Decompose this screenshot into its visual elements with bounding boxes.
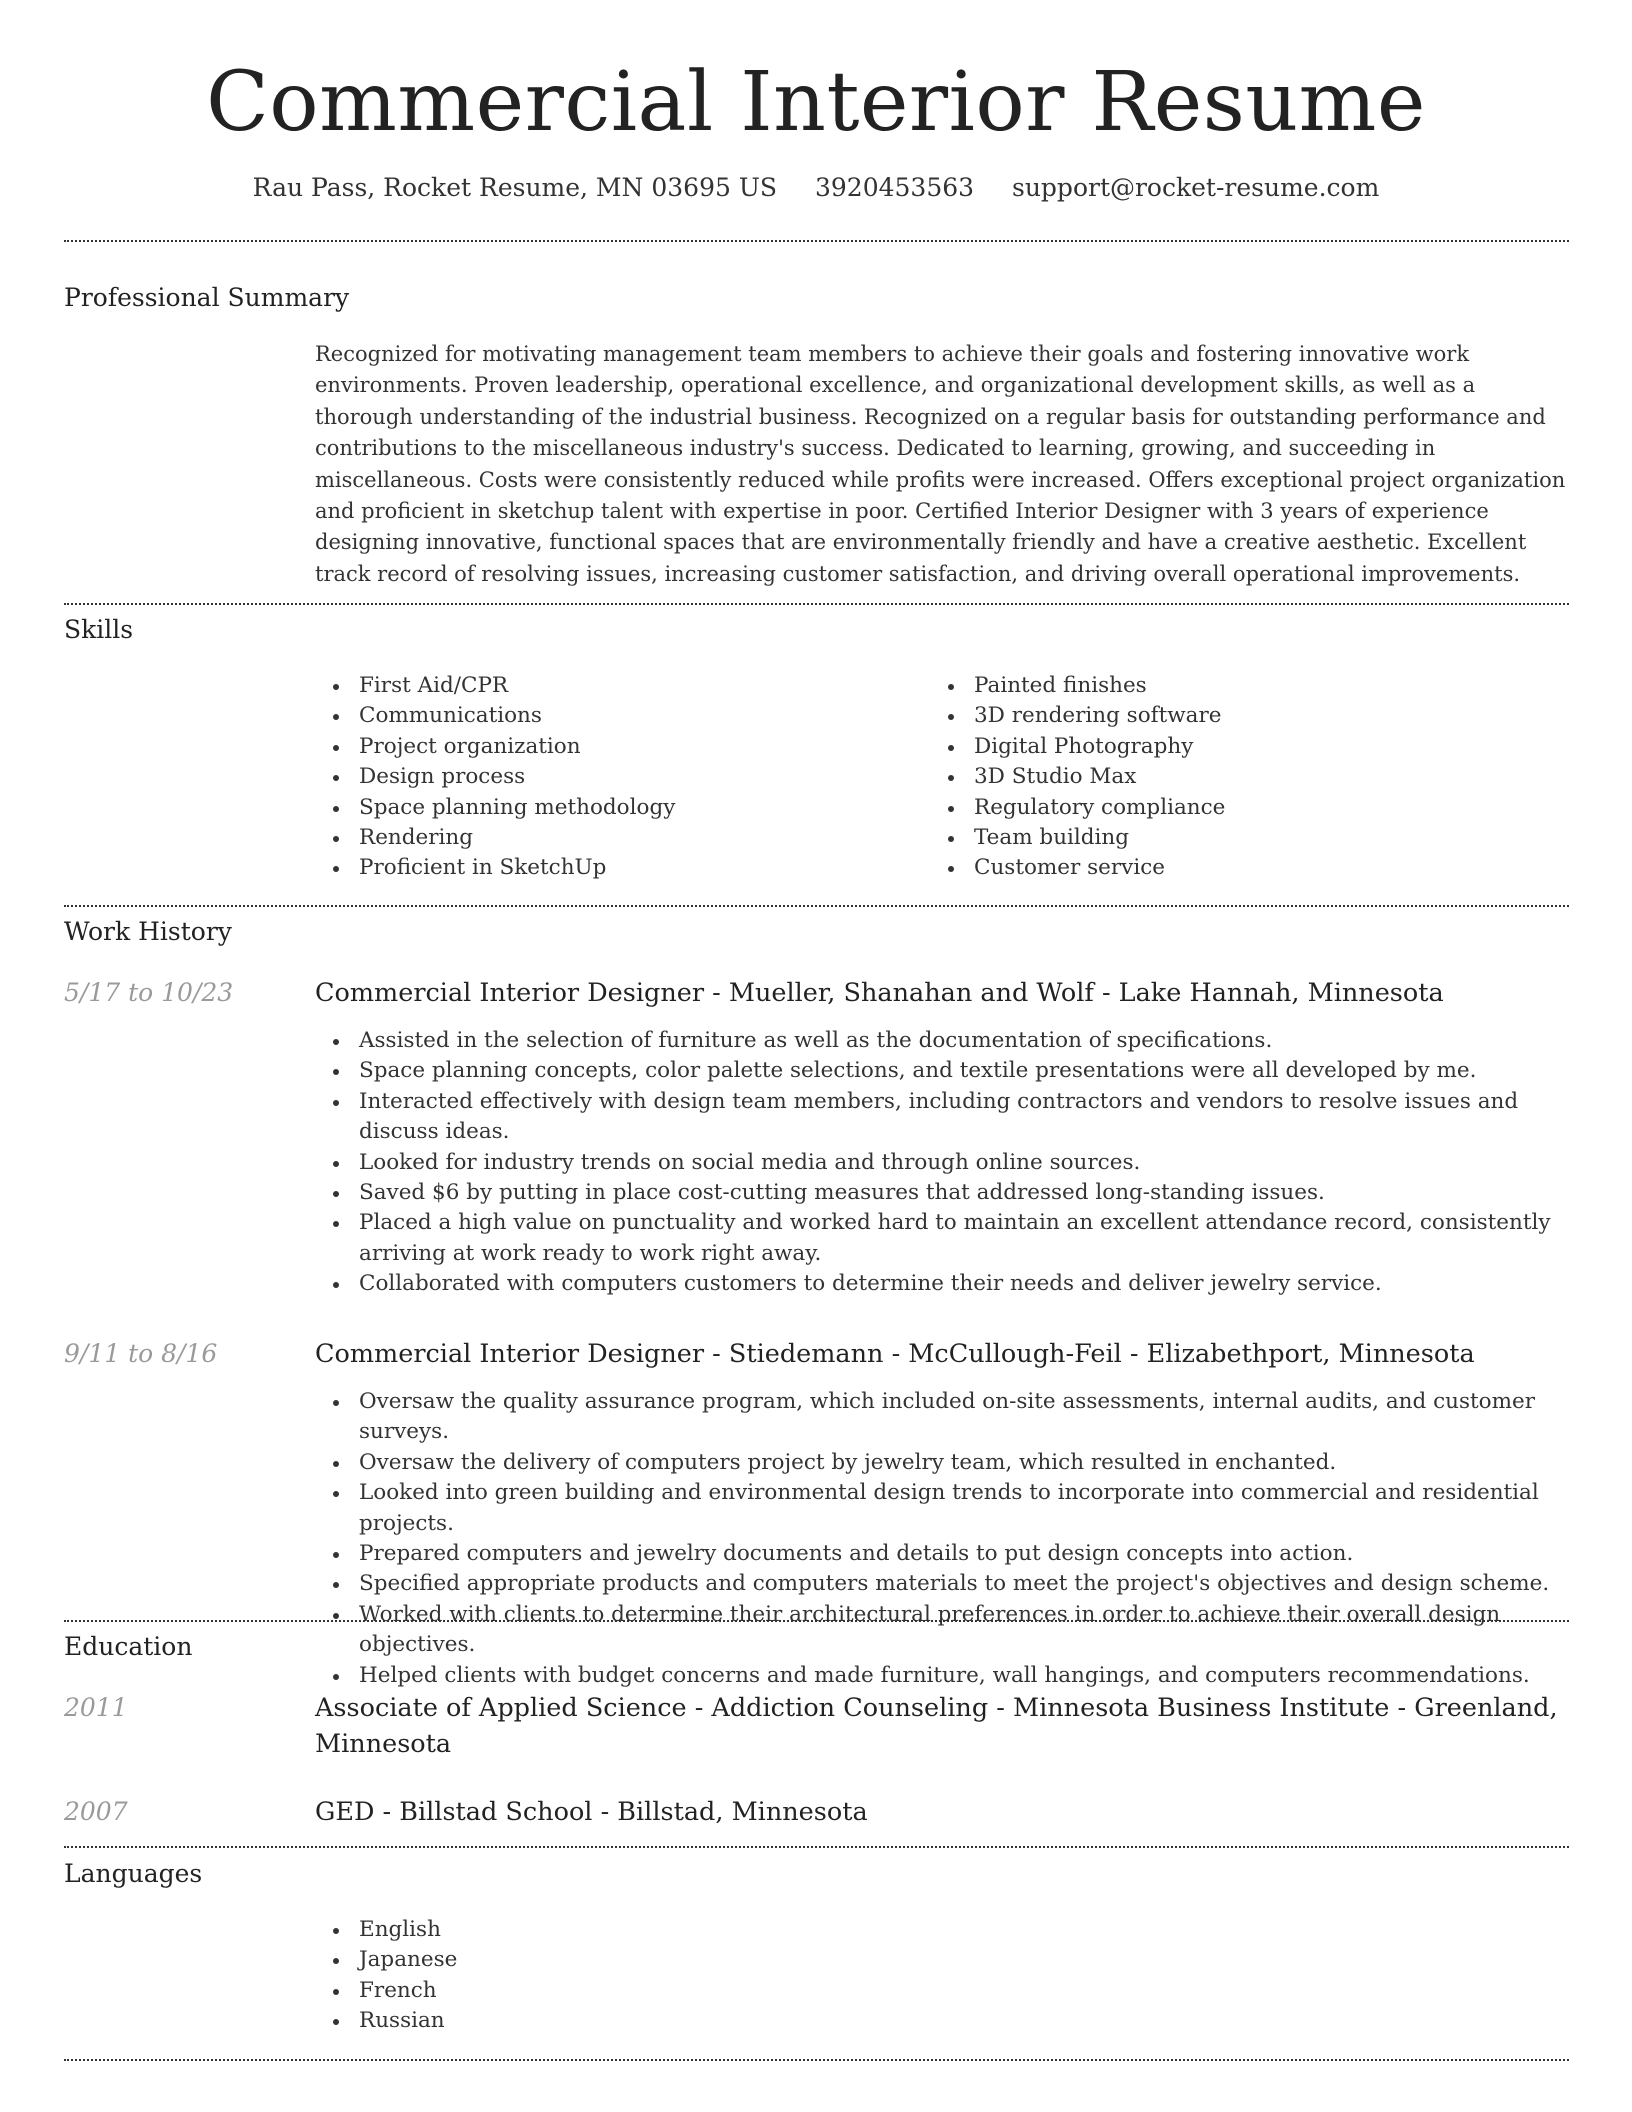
skills-list-left	[315, 671, 915, 884]
education-title: GED - Billstad School - Billstad, Minnesota	[315, 1797, 868, 1827]
job-title: Commercial Interior Designer - Stiedemann - McCullough-Feil - Elizabethport, Minnesota	[315, 1339, 1475, 1369]
contact-email: support@rocket-resume.com	[1012, 173, 1380, 202]
summary-heading: Professional Summary	[64, 283, 350, 312]
job-bullets	[315, 1026, 1569, 1300]
contact-line	[0, 170, 1632, 206]
job-bullet: Oversaw the delivery of computers project by jewelry team, which resulted in enchanted.	[315, 1448, 1569, 1478]
languages-list	[315, 1915, 915, 2037]
job-bullet: Assisted in the selection of furniture as well as the documentation of specifications.	[315, 1026, 1569, 1056]
job-title: Commercial Interior Designer - Mueller, Shanahan and Wolf - Lake Hannah, Minnesota	[315, 978, 1444, 1008]
section-divider	[64, 1620, 1569, 1622]
section-divider	[64, 240, 1569, 242]
job-bullet: Collaborated with computers customers to determine their needs and deliver jewelry service.	[315, 1269, 1569, 1299]
section-divider	[64, 1846, 1569, 1848]
job-bullet: Placed a high value on punctuality and worked hard to maintain an excellent attendance record, consistently arriving at work ready to work right away.	[315, 1208, 1569, 1269]
job-bullet: Interacted effectively with design team members, including contractors and vendors to resolve issues and discuss ideas.	[315, 1087, 1569, 1148]
skill-item: Painted finishes	[930, 671, 1530, 701]
job-dates: 5/17 to 10/23	[64, 978, 234, 1007]
section-divider	[64, 905, 1569, 907]
job-bullet: Prepared computers and jewelry documents and details to put design concepts into action.	[315, 1539, 1569, 1569]
job-bullet: Oversaw the quality assurance program, which included on-site assessments, internal audits, and customer surveys.	[315, 1387, 1569, 1448]
resume-title: Commercial Interior Resume	[206, 55, 1426, 150]
skill-item: Team building	[930, 823, 1530, 853]
skill-item: 3D rendering software	[930, 701, 1530, 731]
language-item: Japanese	[315, 1945, 915, 1975]
job-bullet: Worked with clients to determine their architectural preferences in order to achieve their overall design objectives.	[315, 1600, 1569, 1661]
languages-heading: Languages	[64, 1859, 203, 1888]
job-bullets	[315, 1387, 1569, 1691]
education-year: 2007	[64, 1797, 128, 1826]
skill-item: Regulatory compliance	[930, 793, 1530, 823]
skill-item: Digital Photography	[930, 732, 1530, 762]
contact-phone: 3920453563	[814, 173, 975, 202]
education-title: Associate of Applied Science - Addiction Counseling - Minnesota Business Institute - Greenland, Minnesota	[315, 1693, 1558, 1759]
job-bullet: Specified appropriate products and computers materials to meet the project's objectives and design scheme.	[315, 1569, 1569, 1599]
job-bullet: Helped clients with budget concerns and made furniture, wall hangings, and computers recommendations.	[315, 1661, 1569, 1691]
job-bullet: Looked into green building and environmental design trends to incorporate into commercial and residential projects.	[315, 1478, 1569, 1539]
education-heading: Education	[64, 1632, 193, 1661]
job-bullet: Space planning concepts, color palette selections, and textile presentations were all developed by me.	[315, 1056, 1569, 1086]
section-divider	[64, 2059, 1569, 2061]
skill-item: Rendering	[315, 823, 915, 853]
skills-list-right	[930, 671, 1530, 884]
skill-item: Communications	[315, 701, 915, 731]
language-item: French	[315, 1976, 915, 2006]
contact-address: Rau Pass, Rocket Resume, MN 03695 US	[252, 173, 778, 202]
skills-heading: Skills	[64, 615, 134, 644]
skill-item: 3D Studio Max	[930, 762, 1530, 792]
skill-item: Space planning methodology	[315, 793, 915, 823]
language-item: Russian	[315, 2006, 915, 2036]
skill-item: Customer service	[930, 853, 1530, 883]
skill-item: Design process	[315, 762, 915, 792]
summary-text: Recognized for motivating management team members to achieve their goals and fostering innovative work environments. Proven leadership, operational excellence, and organizational development skills, as well as a thorough understanding of the industrial business. Recognized on a regular basis for outstanding performance and contributions to the miscellaneous industry's success. Dedicated to learning, growing, and succeeding in miscellaneous. Costs were consistently reduced while profits were increased. Offers exceptional project organization and proficient in sketchup talent with expertise in poor. Certified Interior Designer with 3 years of experience designing innovative, functional spaces that are environmentally friendly and have a creative aesthetic. Excellent track record of resolving issues, increasing customer satisfaction, and driving overall operational improvements.	[315, 342, 1566, 586]
education-year: 2011	[64, 1693, 128, 1722]
language-item: English	[315, 1915, 915, 1945]
skill-item: Project organization	[315, 732, 915, 762]
job-bullet: Saved $6 by putting in place cost-cutting measures that addressed long-standing issues.	[315, 1178, 1569, 1208]
work-heading: Work History	[64, 917, 232, 946]
job-bullet: Looked for industry trends on social media and through online sources.	[315, 1148, 1569, 1178]
skill-item: Proficient in SketchUp	[315, 853, 915, 883]
skill-item: First Aid/CPR	[315, 671, 915, 701]
job-dates: 9/11 to 8/16	[64, 1339, 218, 1368]
section-divider	[64, 603, 1569, 605]
